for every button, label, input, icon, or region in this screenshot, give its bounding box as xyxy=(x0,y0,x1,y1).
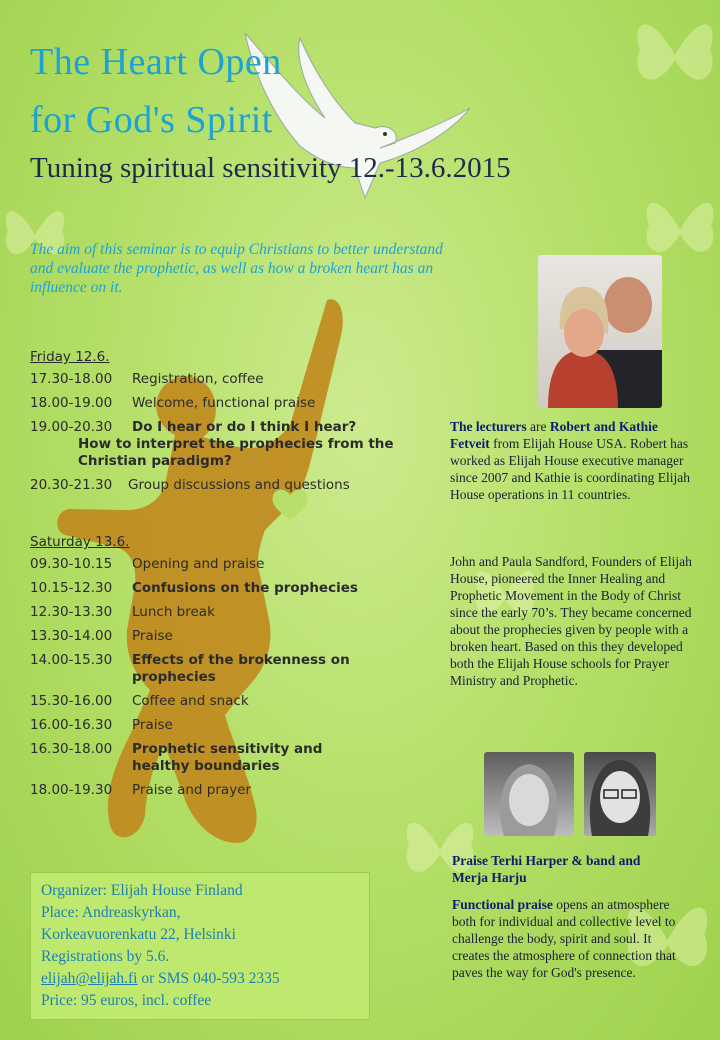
schedule-time: 18.00-19.00 xyxy=(30,395,113,411)
intro-paragraph: The aim of this seminar is to equip Christians to better understand and evaluate the prophetic, as well as how a broken heart has an influence on it. xyxy=(30,241,443,296)
registration-line: Registrations by 5.6. xyxy=(41,948,170,965)
schedule-row xyxy=(30,717,410,734)
schedule-row xyxy=(30,477,410,494)
schedule-row xyxy=(30,652,410,686)
friday-schedule xyxy=(30,349,410,501)
schedule-activity: Opening and praise xyxy=(132,556,265,572)
schedule-row xyxy=(30,782,410,799)
schedule-time: 14.00-15.30 xyxy=(30,652,113,668)
schedule-activity: Praise xyxy=(132,717,173,733)
schedule-activity: Prophetic sensitivity and healthy boundaries xyxy=(132,741,323,774)
praise-heading: Praise Terhi Harper & band and Merja Harju xyxy=(452,853,641,885)
schedule-row xyxy=(30,419,410,436)
schedule-activity: How to interpret the prophecies from the Christian paradigm? xyxy=(78,436,394,469)
schedule-row xyxy=(30,371,410,388)
schedule-time: 13.30-14.00 xyxy=(30,628,113,644)
sms-text: or SMS 040-593 2335 xyxy=(137,970,280,987)
schedule-row xyxy=(30,693,410,710)
lecturers-label: The lecturers xyxy=(450,419,527,434)
price-line: Price: 95 euros, incl. coffee xyxy=(41,992,212,1009)
schedule-row xyxy=(30,604,410,621)
praise-photo-merja xyxy=(584,752,656,836)
schedule-activity: Lunch break xyxy=(132,604,215,620)
schedule-row xyxy=(30,580,410,597)
schedule-time: 20.30-21.30 xyxy=(30,477,113,493)
schedule-activity: Confusions on the prophecies xyxy=(132,580,358,596)
title-line-2: for God's Spirit xyxy=(30,99,273,141)
schedule-row xyxy=(30,556,410,573)
schedule-time: 18.00-19.30 xyxy=(30,782,113,798)
schedule-time: 16.00-16.30 xyxy=(30,717,113,733)
schedule-time: 15.30-16.00 xyxy=(30,693,113,709)
subtitle: Tuning spiritual sensitivity 12.-13.6.2015 xyxy=(30,152,511,184)
place-line-2: Korkeavuorenkatu 22, Helsinki xyxy=(41,926,236,943)
info-box xyxy=(30,872,370,1020)
schedule-time: 12.30-13.30 xyxy=(30,604,113,620)
title-line-1: The Heart Open xyxy=(30,41,282,83)
organizer-line: Organizer: Elijah House Finland xyxy=(41,882,243,899)
schedule-activity: Registration, coffee xyxy=(132,371,264,387)
schedule-row xyxy=(30,436,410,470)
lecturers-photo xyxy=(538,255,662,408)
schedule-activity: Praise xyxy=(132,628,173,644)
schedule-activity: Do I hear or do I think I hear? xyxy=(132,419,357,435)
sandford-paragraph: John and Paula Sandford, Founders of Elijah House, pioneered the Inner Healing and Prophetic Movement in the Body of Christ since the early 70’s. They became concerned about the prophecies given by people with a broken heart. Based on this they developed both the Elijah House schools for Prayer Ministry and Prophetic. xyxy=(450,554,692,688)
schedule-activity: Coffee and snack xyxy=(132,693,249,709)
schedule-activity: Welcome, functional praise xyxy=(132,395,316,411)
email-link[interactable]: elijah@elijah.fi xyxy=(41,970,138,987)
lecturers-paragraph xyxy=(450,418,690,503)
schedule-row xyxy=(30,741,410,775)
praise-text: opens an atmosphere both for individual and collective level to challenge the body, spirit and soul. It creates the atmosphere of connection that paves the way for God's presence. xyxy=(452,897,676,980)
schedule-activity: Group discussions and questions xyxy=(128,477,350,493)
lecturers-text: from Elijah House USA. Robert has worked as Elijah House executive manager since 2007 and Kathie is coordinating Elijah House operations in 11 countries. xyxy=(450,436,690,502)
schedule-activity: Praise and prayer xyxy=(132,782,252,798)
schedule-time: 16.30-18.00 xyxy=(30,741,113,757)
place-line-1: Place: Andreaskyrkan, xyxy=(41,904,181,921)
contact-line xyxy=(41,968,359,990)
lecturers-connector: are xyxy=(529,419,547,434)
lecturers-names: Robert and Kathie Fetveit xyxy=(450,419,658,451)
friday-heading: Friday 12.6. xyxy=(30,349,110,365)
schedule-row xyxy=(30,628,410,645)
praise-paragraph xyxy=(452,896,692,981)
saturday-heading: Saturday 13.6. xyxy=(30,534,130,550)
schedule-time: 09.30-10.15 xyxy=(30,556,113,572)
praise-label: Functional praise xyxy=(452,897,553,912)
praise-photo-terhi xyxy=(484,752,574,836)
schedule-time: 17.30-18.00 xyxy=(30,371,113,387)
schedule-activity: Effects of the brokenness on prophecies xyxy=(132,652,350,685)
schedule-row xyxy=(30,395,410,412)
schedule-time: 10.15-12.30 xyxy=(30,580,113,596)
saturday-schedule xyxy=(30,534,410,806)
butterfly-icon xyxy=(630,0,720,110)
schedule-time: 19.00-20.30 xyxy=(30,419,113,435)
